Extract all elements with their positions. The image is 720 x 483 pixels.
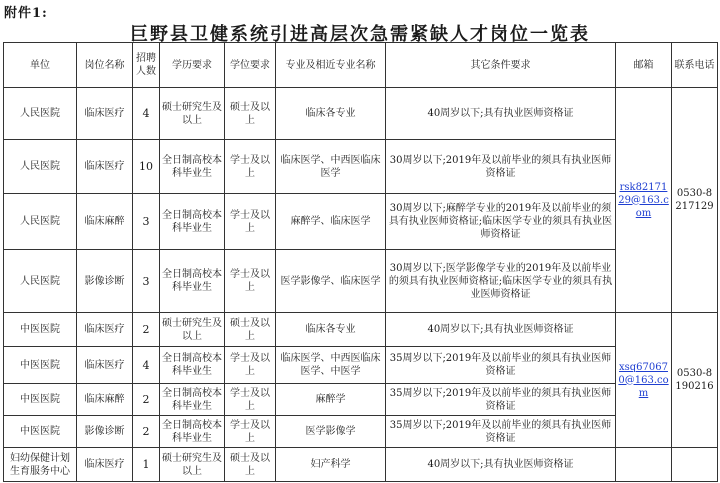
cell-education: 全日制高校本科毕业生 — [160, 384, 225, 416]
table-row — [4, 194, 718, 250]
cell-position: 临床医疗 — [77, 88, 133, 140]
col-header-unit: 单位 — [4, 43, 77, 88]
cell-other: 30周岁以下;医学影像学专业的2019年及以前毕业的须具有执业医师资格证;临床医学专业的须具有执业医师资格证 — [386, 250, 616, 313]
cell-degree: 学士及以上 — [225, 347, 276, 384]
cell-count: 2 — [133, 416, 160, 448]
table-row — [4, 88, 718, 140]
col-header-major: 专业及相近专业名称 — [276, 43, 386, 88]
cell-count: 2 — [133, 313, 160, 347]
cell-degree: 硕士及以上 — [225, 448, 276, 482]
table-row — [4, 140, 718, 194]
cell-position: 影像诊断 — [77, 416, 133, 448]
cell-position: 临床医疗 — [77, 313, 133, 347]
attachment-label: 附件1: — [4, 6, 48, 21]
cell-major: 妇产科学 — [276, 448, 386, 482]
cell-other: 35周岁以下;2019年及以前毕业的须具有执业医师资格证 — [386, 416, 616, 448]
email-link-tcm-hospital[interactable]: xsq670670@163.com — [618, 361, 669, 399]
cell-count: 2 — [133, 384, 160, 416]
cell-degree: 学士及以上 — [225, 384, 276, 416]
col-header-count: 招聘人数 — [133, 43, 160, 88]
cell-major: 临床各专业 — [276, 313, 386, 347]
cell-unit: 人民医院 — [4, 194, 77, 250]
cell-degree: 硕士及以上 — [225, 88, 276, 140]
cell-unit: 人民医院 — [4, 250, 77, 313]
cell-other: 35周岁以下;2019年及以前毕业的须具有执业医师资格证 — [386, 384, 616, 416]
cell-major: 临床医学、中西医临床医学 — [276, 140, 386, 194]
cell-major: 医学影像学、临床医学 — [276, 250, 386, 313]
cell-degree: 硕士及以上 — [225, 313, 276, 347]
cell-major: 临床医学、中西医临床医学、中医学 — [276, 347, 386, 384]
cell-count: 3 — [133, 250, 160, 313]
table-row — [4, 448, 718, 482]
cell-email-people-hospital — [616, 88, 672, 313]
cell-major: 麻醉学 — [276, 384, 386, 416]
cell-major: 麻醉学、临床医学 — [276, 194, 386, 250]
cell-unit: 中医医院 — [4, 313, 77, 347]
col-header-phone: 联系电话 — [672, 43, 718, 88]
page-title: 巨野县卫健系统引进高层次急需紧缺人才岗位一览表 — [130, 24, 590, 45]
cell-position: 影像诊断 — [77, 250, 133, 313]
cell-phone-people-hospital: 0530-8217129 — [672, 88, 718, 313]
cell-other: 40周岁以下;具有执业医师资格证 — [386, 88, 616, 140]
cell-education: 全日制高校本科毕业生 — [160, 194, 225, 250]
cell-education: 全日制高校本科毕业生 — [160, 140, 225, 194]
table-row — [4, 347, 718, 384]
table-header-row — [4, 43, 718, 88]
cell-unit: 人民医院 — [4, 140, 77, 194]
positions-table — [3, 42, 718, 482]
cell-education: 全日制高校本科毕业生 — [160, 347, 225, 384]
cell-degree: 学士及以上 — [225, 416, 276, 448]
col-header-degree: 学位要求 — [225, 43, 276, 88]
table-row — [4, 384, 718, 416]
cell-other: 40周岁以下;具有执业医师资格证 — [386, 313, 616, 347]
col-header-position: 岗位名称 — [77, 43, 133, 88]
cell-count: 10 — [133, 140, 160, 194]
col-header-other: 其它条件要求 — [386, 43, 616, 88]
cell-unit: 中医医院 — [4, 416, 77, 448]
cell-unit: 中医医院 — [4, 347, 77, 384]
cell-education: 硕士研究生及以上 — [160, 313, 225, 347]
col-header-education: 学历要求 — [160, 43, 225, 88]
cell-count: 3 — [133, 194, 160, 250]
cell-education: 全日制高校本科毕业生 — [160, 416, 225, 448]
cell-major: 医学影像学 — [276, 416, 386, 448]
cell-phone-empty — [672, 448, 718, 482]
cell-other: 30周岁以下;2019年及以前毕业的须具有执业医师资格证 — [386, 140, 616, 194]
cell-degree: 学士及以上 — [225, 140, 276, 194]
cell-unit: 中医医院 — [4, 384, 77, 416]
cell-other: 30周岁以下;麻醉学专业的2019年及以前毕业的须具有执业医师资格证;临床医学专业的须具有执业医师资格证 — [386, 194, 616, 250]
cell-count: 4 — [133, 347, 160, 384]
cell-position: 临床麻醉 — [77, 194, 133, 250]
cell-phone-tcm-hospital: 0530-8190216 — [672, 313, 718, 448]
table-row — [4, 250, 718, 313]
col-header-email: 邮箱 — [616, 43, 672, 88]
cell-degree: 学士及以上 — [225, 250, 276, 313]
cell-other: 35周岁以下;2019年及以前毕业的须具有执业医师资格证 — [386, 347, 616, 384]
cell-other: 40周岁以下;具有执业医师资格证 — [386, 448, 616, 482]
cell-count: 4 — [133, 88, 160, 140]
cell-education: 硕士研究生及以上 — [160, 448, 225, 482]
cell-unit: 人民医院 — [4, 88, 77, 140]
cell-email-empty — [616, 448, 672, 482]
cell-degree: 学士及以上 — [225, 194, 276, 250]
cell-position: 临床麻醉 — [77, 384, 133, 416]
cell-unit: 妇幼保健计划生育服务中心 — [4, 448, 77, 482]
cell-position: 临床医疗 — [77, 347, 133, 384]
email-link-people-hospital[interactable]: rsk8217129@163.com — [618, 181, 669, 219]
cell-education: 硕士研究生及以上 — [160, 88, 225, 140]
cell-education: 全日制高校本科毕业生 — [160, 250, 225, 313]
table-row — [4, 313, 718, 347]
cell-position: 临床医疗 — [77, 140, 133, 194]
cell-position: 临床医疗 — [77, 448, 133, 482]
cell-count: 1 — [133, 448, 160, 482]
table-row — [4, 416, 718, 448]
cell-email-tcm-hospital — [616, 313, 672, 448]
cell-major: 临床各专业 — [276, 88, 386, 140]
